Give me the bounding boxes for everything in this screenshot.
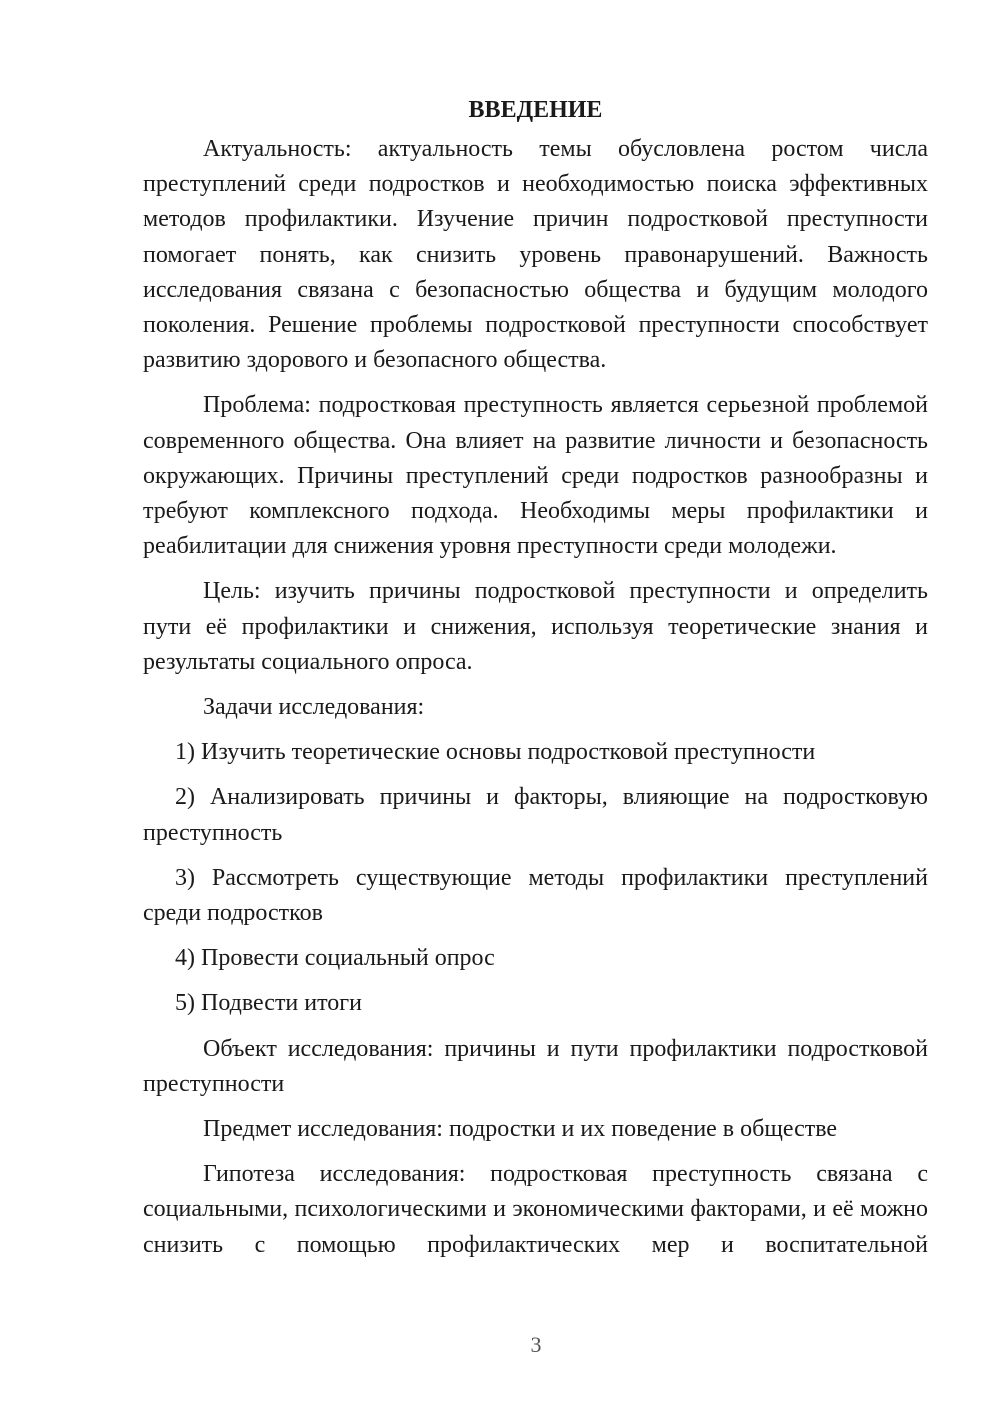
paragraph-problem: Проблема: подростковая преступность является серьезной проблемой современного общества. Она влияет на развитие личности и безопасность окружающих. Причины преступлений среди подростков разнообразны и требуют комплексного подхода. Необходимы меры профилактики и реабилитации для снижения уровня преступности среди молодежи.	[143, 392, 928, 560]
task-list	[143, 735, 928, 1021]
paragraph-subject: Предмет исследования: подростки и их поведение в обществе	[203, 1116, 838, 1143]
task-item-3: 3) Рассмотреть существующие методы профилактики преступлений среди подростков	[143, 864, 928, 927]
task-item-4: 4) Провести социальный опрос	[175, 945, 495, 972]
paragraph-hypothesis: Гипотеза исследования: подростковая преступность связана с социальными, психологическими и экономическими факторами, и её можно снизить с помощью профилактических мер и воспитательной	[143, 1161, 928, 1258]
paragraph-object: Объект исследования: причины и пути профилактики подростковой преступности	[143, 1035, 928, 1097]
document-page	[143, 92, 928, 1273]
paragraph-goal: Цель: изучить причины подростковой преступности и определить пути её профилактики и снижения, используя теоретические знания и результаты социального опроса.	[143, 578, 928, 675]
task-item-5: 5) Подвести итоги	[175, 990, 362, 1017]
task-item-1: 1) Изучить теоретические основы подростковой преступности	[175, 739, 816, 766]
page-number: 3	[530, 1332, 542, 1357]
paragraph-tasks-intro: Задачи исследования:	[203, 694, 425, 721]
section-heading: ВВЕДЕНИЕ	[468, 97, 603, 123]
task-item-2: 2) Анализировать причины и факторы, влияющие на подростковую преступность	[143, 784, 928, 846]
paragraph-relevance: Актуальность: актуальность темы обусловлена ростом числа преступлений среди подростков и необходимостью поиска эффективных методов профилактики. Изучение причин подростковой преступности помогает понять, как снизить уровень правонарушений. Важность исследования связана с безопасностью общества и будущим молодого поколения. Решение проблемы подростковой преступности способствует развитию здорового и безопасного общества.	[143, 136, 928, 374]
